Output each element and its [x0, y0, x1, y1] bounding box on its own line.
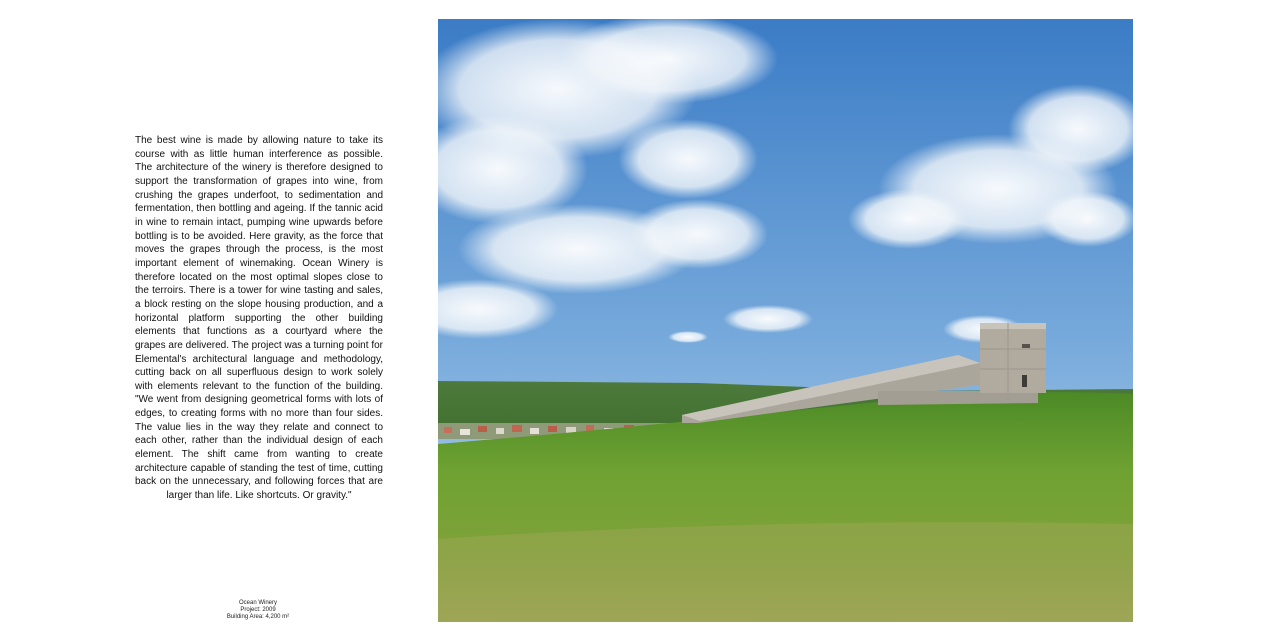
article-text-column	[135, 134, 383, 503]
project-caption	[198, 600, 318, 622]
body-paragraph: The best wine is made by allowing nature to take its course with as little human interference as possible. The architecture of the winery is therefore designed to support the transformation of grapes into wine, from crushing the grapes underfoot, to sedimentation and fermentation, then bottling and ageing. If the tannic acid in wine to remain intact, pumping wine upwards before bottling is to be avoided. Here gravity, as the force that moves the grapes through the process, is the most important element of winemaking. Ocean Winery is therefore located on the most optimal slopes close to the terroirs. There is a tower for wine tasting and sales, a block resting on the slope housing production, and a horizontal platform supporting the other building elements that functions as a courtyard where the grapes are delivered. The project was a turning point for Elemental's architectural language and methodology, cutting back on all superfluous design to work solely with elements relevant to the function of the building. "We went from designing geometrical forms with lots of edges, to creating forms with no more than four sides. The value lies in the way they relate and connect to each other, rather than the individual design of each element. The shift came from wanting to create architecture capable of standing the test of time, cutting back on the unnecessary, and following forces that are larger than life. Like shortcuts. Or gravity."	[135, 135, 383, 502]
caption-building-area: Building Area: 4,200 m²	[226, 614, 290, 621]
caption-project-name: Ocean Winery	[238, 600, 277, 606]
foreground-grass	[438, 522, 1133, 622]
winery-landscape-illustration	[438, 19, 1133, 622]
winery-photo	[438, 19, 1133, 622]
caption-project-year: Project: 2009	[240, 607, 276, 614]
